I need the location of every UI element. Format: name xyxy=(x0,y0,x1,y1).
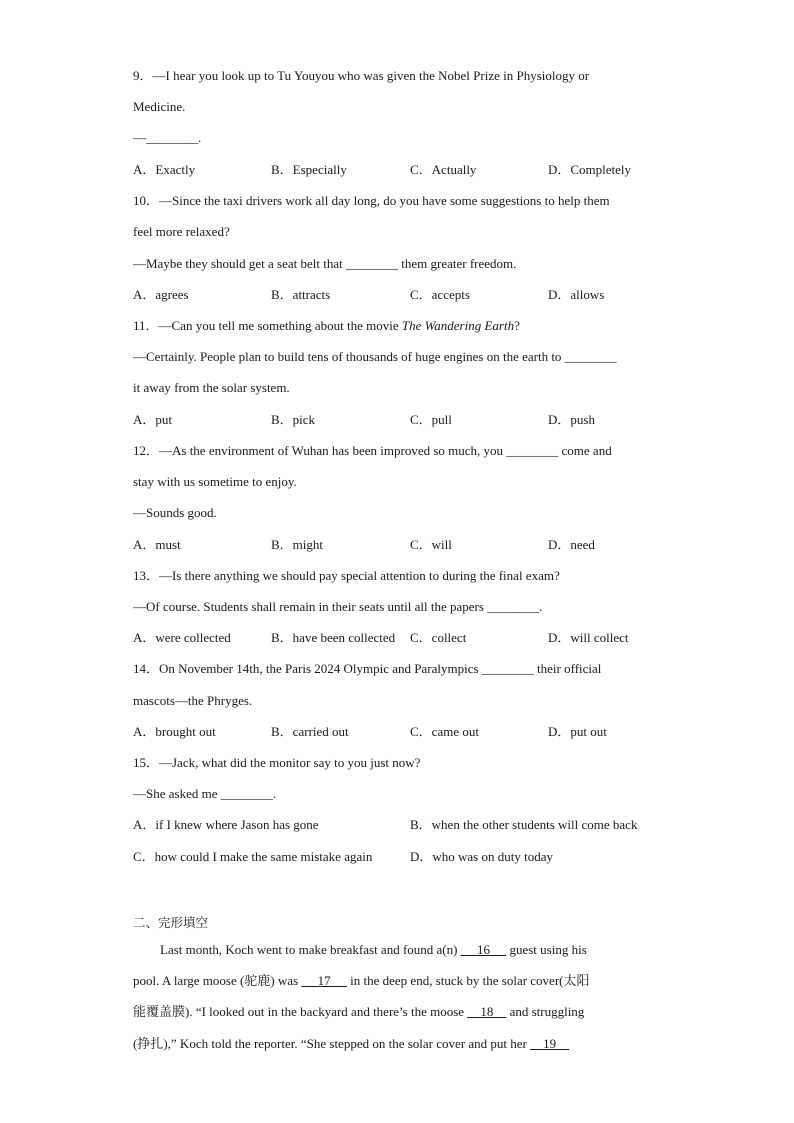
q11-stem-line1 xyxy=(133,318,520,334)
q9-answer-line: —________. xyxy=(133,130,202,145)
section-heading-cloze: 二、完形填空 xyxy=(133,915,209,930)
cloze-passage-line1 xyxy=(160,942,587,958)
q14-option-b[interactable]: B．carried out xyxy=(271,724,349,739)
q10-answer-line: —Maybe they should get a seat belt that ________ them greater freedom. xyxy=(133,256,517,271)
q12-answer-line: —Sounds good. xyxy=(133,505,217,520)
q14-stem-line1: 14．On November 14th, the Paris 2024 Olympic and Paralympics ________ their official xyxy=(133,661,602,676)
q15-option-b[interactable]: B．when the other students will come back xyxy=(410,817,638,832)
blank-18-number: 18 xyxy=(480,1004,494,1019)
q10-option-d[interactable]: D．allows xyxy=(548,287,605,302)
q11-option-a[interactable]: A．put xyxy=(133,412,173,427)
q15-option-c[interactable]: C．how could I make the same mistake again xyxy=(133,849,373,864)
q14-option-c[interactable]: C．came out xyxy=(410,724,479,739)
movie-title: The Wandering Earth xyxy=(401,318,515,333)
blank-16-number: 16 xyxy=(476,942,490,957)
q13-stem-line1: 13．—Is there anything we should pay special attention to during the final exam? xyxy=(133,568,560,583)
q12-stem-line1: 12．—As the environment of Wuhan has been improved so much, you ________ come and xyxy=(133,443,612,458)
q9-option-c[interactable]: C．Actually xyxy=(410,162,477,177)
q15-option-d[interactable]: D．who was on duty today xyxy=(410,849,553,864)
q13-option-c[interactable]: C．collect xyxy=(410,630,467,645)
q11-option-b[interactable]: B．pick xyxy=(271,412,316,427)
q12-option-d[interactable]: D．need xyxy=(548,537,595,552)
q13-option-a[interactable]: A．were collected xyxy=(133,630,231,645)
q12-stem-line2: stay with us sometime to enjoy. xyxy=(133,474,297,489)
cloze-text: (挣扎),” Koch told the reporter. “She stepped on the solar cover and put her xyxy=(133,1036,531,1051)
q13-answer-line: —Of course. Students shall remain in their seats until all the papers ________. xyxy=(133,599,543,614)
q13-option-b[interactable]: B．have been collected xyxy=(271,630,396,645)
q11-question-mark: ? xyxy=(514,318,520,333)
cloze-passage-line4 xyxy=(133,1036,569,1052)
q10-option-b[interactable]: B．attracts xyxy=(271,287,331,302)
q9-option-d[interactable]: D．Completely xyxy=(548,162,632,177)
q12-option-a[interactable]: A．must xyxy=(133,537,181,552)
cloze-text: and struggling xyxy=(506,1004,585,1019)
blank-17[interactable] xyxy=(301,973,347,988)
q10-option-c[interactable]: C．accepts xyxy=(410,287,470,302)
cloze-text: in the deep end, stuck by the solar cover(太阳 xyxy=(346,973,590,988)
q11-answer-line1: —Certainly. People plan to build tens of thousands of huge engines on the earth to ________ xyxy=(133,349,617,364)
blank-18[interactable] xyxy=(467,1004,506,1019)
cloze-text: pool. A large moose (驼鹿) was xyxy=(133,973,302,988)
q9-option-b[interactable]: B．Especially xyxy=(271,162,347,177)
q15-answer-line: —She asked me ________. xyxy=(133,786,276,801)
q14-option-d[interactable]: D．put out xyxy=(548,724,607,739)
q9-option-a[interactable]: A．Exactly xyxy=(133,162,196,177)
q11-option-d[interactable]: D．push xyxy=(548,412,595,427)
blank-16[interactable] xyxy=(461,942,507,957)
q15-stem-line1: 15．—Jack, what did the monitor say to you just now? xyxy=(133,755,421,770)
q13-option-d[interactable]: D．will collect xyxy=(548,630,629,645)
q9-stem-line1: 9．—I hear you look up to Tu Youyou who was given the Nobel Prize in Physiology or xyxy=(133,68,590,83)
q14-stem-line2: mascots—the Phryges. xyxy=(133,693,253,708)
q12-option-b[interactable]: B．might xyxy=(271,537,324,552)
blank-19[interactable] xyxy=(530,1036,569,1051)
q9-stem-line2: Medicine. xyxy=(133,99,186,114)
blank-19-number: 19 xyxy=(543,1036,557,1051)
q11-stem-text: 11．—Can you tell me something about the movie xyxy=(133,318,402,333)
blank-17-number: 17 xyxy=(317,973,331,988)
q11-answer-line2: it away from the solar system. xyxy=(133,380,290,395)
cloze-passage-line3 xyxy=(133,1004,584,1020)
cloze-text: Last month, Koch went to make breakfast and found a(n) xyxy=(160,942,461,957)
cloze-text: 能覆盖膜). “I looked out in the backyard and there’s the moose xyxy=(133,1004,468,1019)
cloze-passage-line2 xyxy=(133,973,590,989)
q10-option-a[interactable]: A．agrees xyxy=(133,287,189,302)
q11-option-c[interactable]: C．pull xyxy=(410,412,452,427)
q10-stem-line2: feel more relaxed? xyxy=(133,224,230,239)
q14-option-a[interactable]: A．brought out xyxy=(133,724,216,739)
q10-stem-line1: 10．—Since the taxi drivers work all day long, do you have some suggestions to help them xyxy=(133,193,610,208)
q12-option-c[interactable]: C．will xyxy=(410,537,452,552)
q15-option-a[interactable]: A．if I knew where Jason has gone xyxy=(133,817,319,832)
cloze-text: guest using his xyxy=(506,942,587,957)
